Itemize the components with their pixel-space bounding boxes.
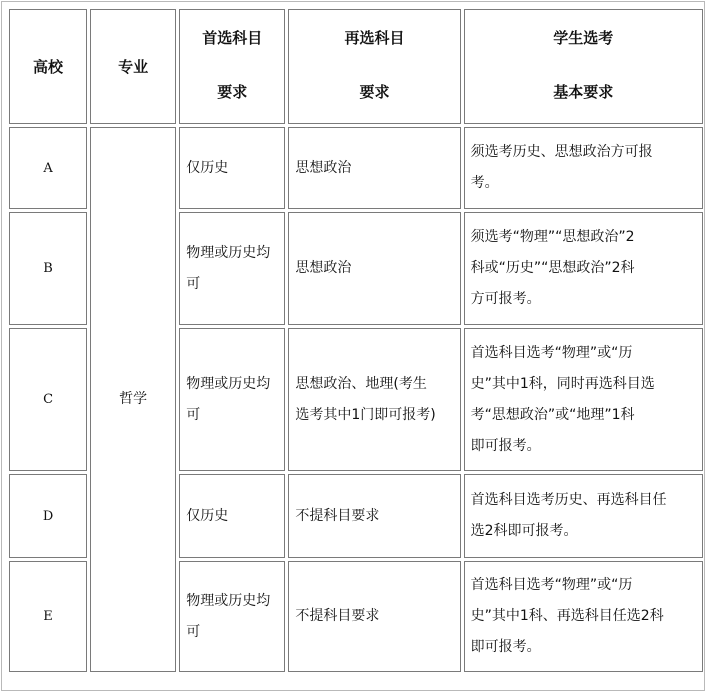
first-choice-cell: 仅历史 xyxy=(179,474,285,558)
header-student-line1: 学生选考 xyxy=(553,28,614,47)
header-row xyxy=(9,9,703,124)
basic-requirement-cell: 首选科目选考历史、再选科目任 选2科即可报考。 xyxy=(464,474,703,558)
school-cell: D xyxy=(9,474,87,558)
school-cell: B xyxy=(9,212,87,325)
header-student-requirement xyxy=(464,9,703,124)
header-first-choice-line1: 首选科目 xyxy=(202,28,263,47)
school-cell: C xyxy=(9,328,87,471)
header-student-line2: 基本要求 xyxy=(553,82,614,101)
second-choice-cell: 不提科目要求 xyxy=(288,561,460,672)
school-cell: E xyxy=(9,561,87,672)
header-school: 高校 xyxy=(9,9,87,124)
basic-requirement-cell: 首选科目选考“物理”或“历 史”其中1科，同时再选科目选 考“思想政治”或“地理”1科 即可报考。 xyxy=(464,328,703,471)
header-first-choice-line2: 要求 xyxy=(217,82,248,101)
basic-requirement-cell: 首选科目选考“物理”或“历 史”其中1科、再选科目任选2科 即可报考。 xyxy=(464,561,703,672)
first-choice-cell: 物理或历史均 可 xyxy=(179,561,285,672)
table-row xyxy=(9,127,703,209)
header-second-choice-line2: 要求 xyxy=(359,82,390,101)
basic-requirement-cell: 须选考“物理”“思想政治”2 科或“历史”“思想政治”2科 方可报考。 xyxy=(464,212,703,325)
header-major: 专业 xyxy=(90,9,176,124)
header-second-choice xyxy=(288,9,460,124)
second-choice-cell: 思想政治 xyxy=(288,212,460,325)
second-choice-cell: 思想政治 xyxy=(288,127,460,209)
school-cell: A xyxy=(9,127,87,209)
header-second-choice-line1: 再选科目 xyxy=(344,28,405,47)
first-choice-cell: 物理或历史均 可 xyxy=(179,328,285,471)
basic-requirement-cell: 须选考历史、思想政治方可报 考。 xyxy=(464,127,703,209)
first-choice-cell: 物理或历史均 可 xyxy=(179,212,285,325)
second-choice-cell: 不提科目要求 xyxy=(288,474,460,558)
first-choice-cell: 仅历史 xyxy=(179,127,285,209)
table-frame xyxy=(1,1,705,691)
major-cell: 哲学 xyxy=(90,127,176,672)
second-choice-cell: 思想政治、地理(考生 选考其中1门即可报考) xyxy=(288,328,460,471)
header-first-choice xyxy=(179,9,285,124)
subject-requirements-table xyxy=(6,6,706,675)
